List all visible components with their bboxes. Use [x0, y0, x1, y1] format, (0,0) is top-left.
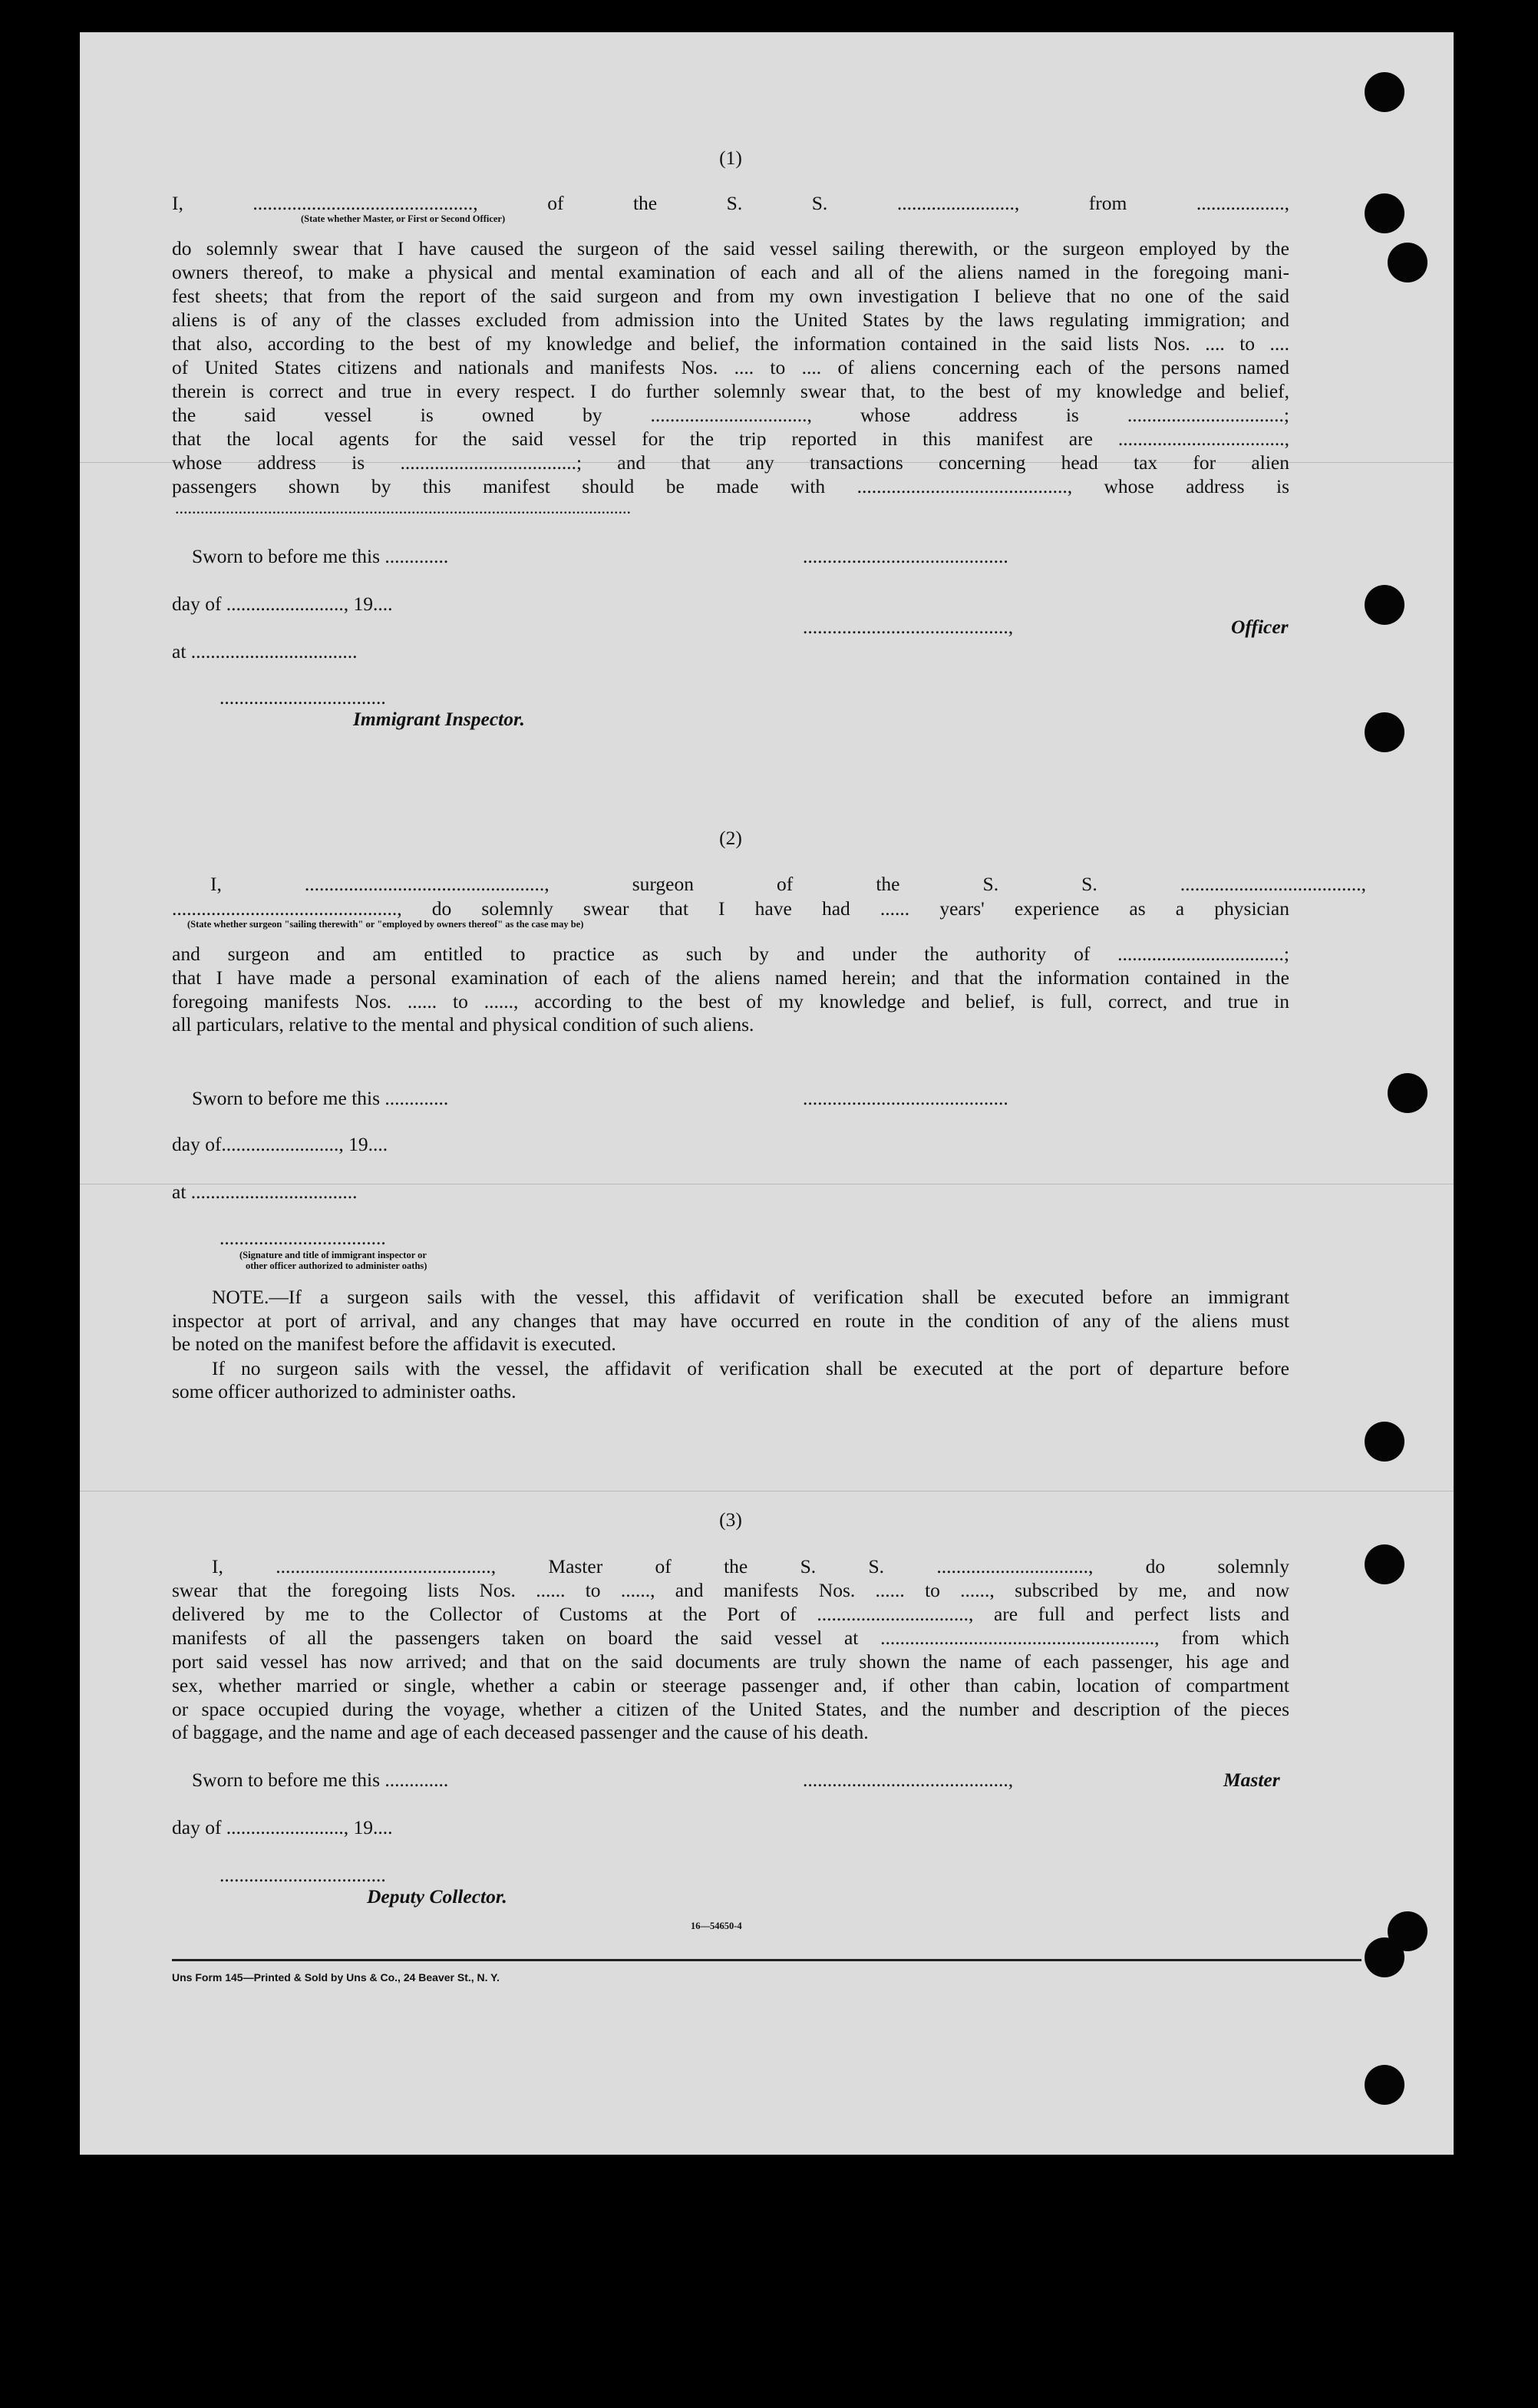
section-3-line: I, ............................................, Master of the S. S. ..............................., do solemnly — [212, 1555, 1289, 1577]
section-2-line-1: I, ................................................., surgeon of the S. S. ....................................., — [210, 873, 1366, 895]
punch-hole — [1365, 1422, 1404, 1462]
section-1-line: aliens is of any of the classes excluded from admission into the United States by the laws regulating immigration; and — [172, 309, 1289, 331]
section-1-line: that also, according to the best of my knowledge and belief, the information contained in the said lists Nos. .... to .... — [172, 332, 1289, 355]
section-1-line: do solemnly swear that I have caused the surgeon of the said vessel sailing therewith, or the surgeon employed by the — [172, 237, 1289, 259]
punch-hole — [1365, 712, 1404, 752]
section-3-line: port said vessel has now arrived; and that on the said documents are truly shown the name of each passenger, his age and — [172, 1650, 1289, 1673]
footer-printer-line: Uns Form 145—Printed & Sold by Uns & Co., 24 Beaver St., N. Y. — [172, 1971, 500, 1984]
section-2-sig-note: (Signature and title of immigrant inspector or — [239, 1250, 427, 1260]
punch-hole — [1365, 1544, 1404, 1584]
manifest-affidavit-page — [80, 32, 1454, 2155]
section-1-signature-dots: .......................................... — [803, 545, 1008, 567]
section-1-line: whose address is ....................................; and that any transactions concerning head tax for alien — [172, 451, 1289, 474]
section-1-number: (1) — [719, 147, 742, 169]
section-1-line: owners thereof, to make a physical and mental examination of each and all of the aliens named in the foregoing mani- — [172, 261, 1289, 283]
punch-hole — [1365, 1937, 1404, 1977]
section-1-last-line: ............................................................................................................ — [175, 498, 631, 517]
section-1-at: at .................................. — [172, 640, 358, 662]
section-3-day: day of ........................, 19.... — [172, 1816, 393, 1838]
section-3-sig-dots: .................................. — [219, 1864, 386, 1886]
footer-rule — [172, 1959, 1361, 1961]
section-1-line: therein is correct and true in every respect. I do further solemnly swear that, to the best of my knowledge and belief, — [172, 380, 1289, 402]
section-2-line-2: .............................................., do solemnly swear that I have had ...... years' experience as a physician — [172, 897, 1289, 920]
section-1-line: fest sheets; that from the report of the said surgeon and from my own investigation I believe that no one of the said — [172, 285, 1289, 307]
section-2-line: that I have made a personal examination of each of the aliens named herein; and that the information contained in the — [172, 966, 1289, 989]
section-2-number: (2) — [719, 827, 742, 849]
section-3-collector-title: Deputy Collector. — [367, 1885, 507, 1908]
section-1-line: the said vessel is owned by ................................, whose address is ................................; — [172, 404, 1289, 426]
section-1-line: that the local agents for the said vessel for the trip reported in this manifest are .................................., — [172, 428, 1289, 450]
section-3-last-line: of baggage, and the name and age of each deceased passenger and the cause of his death. — [172, 1721, 869, 1743]
section-2-day: day of........................, 19.... — [172, 1133, 388, 1155]
section-1-officer-title: Officer — [1231, 616, 1289, 638]
section-2-at: at .................................. — [172, 1181, 358, 1203]
section-1-oath-line: I, ............................................., of the S. S. ........................, from .................., — [172, 192, 1289, 214]
section-2-note-line: inspector at port of arrival, and any changes that may have occurred en route in the condition of any of the aliens must — [172, 1310, 1289, 1332]
section-3-line: sex, whether married or single, whether a cabin or steerage passenger and, if other than cabin, location of compartment — [172, 1674, 1289, 1696]
section-3-line: or space occupied during the voyage, whether a citizen of the United States, and the number and description of the pieces — [172, 1698, 1289, 1720]
section-1-day: day of ........................, 19.... — [172, 593, 393, 615]
section-3-master-line: .........................................., — [803, 1769, 1014, 1791]
section-2-signature-dots: .......................................... — [803, 1087, 1008, 1109]
punch-hole — [1365, 585, 1404, 625]
section-2-note-para-2-last: some officer authorized to administer oaths. — [172, 1380, 517, 1402]
section-1-sworn: Sworn to before me this ............. — [192, 545, 449, 567]
section-2-sig-note: other officer authorized to administer oaths) — [246, 1260, 427, 1271]
section-1-note: (State whether Master, or First or Second Officer) — [301, 213, 506, 224]
punch-hole — [1365, 193, 1404, 233]
section-1-line: of United States citizens and nationals and manifests Nos. .... to .... of aliens concerning each of the persons named — [172, 356, 1289, 378]
punch-hole — [1388, 243, 1427, 282]
section-3-line: swear that the foregoing lists Nos. ...... to ......, and manifests Nos. ...... to ......, subscribed by me, and now — [172, 1579, 1289, 1601]
section-2-note-last: be noted on the manifest before the affidavit is executed. — [172, 1333, 616, 1355]
punch-hole — [1365, 2065, 1404, 2105]
section-2-note-line: NOTE.—If a surgeon sails with the vessel, this affidavit of verification shall be executed before an immigrant — [212, 1286, 1289, 1308]
section-3-sworn: Sworn to before me this ............. — [192, 1769, 449, 1791]
section-2-last-line: all particulars, relative to the mental and physical condition of such aliens. — [172, 1013, 754, 1036]
section-2-sig-dots: .................................. — [219, 1227, 386, 1249]
section-2-note-para-2: If no surgeon sails with the vessel, the affidavit of verification shall be executed at the port of departure before — [212, 1357, 1289, 1379]
section-2-note: (State whether surgeon "sailing therewith" or "employed by owners thereof" as the case may be) — [187, 919, 584, 930]
punch-hole — [1388, 1073, 1427, 1113]
section-2-line: foregoing manifests Nos. ...... to ......, according to the best of my knowledge and belief, is full, correct, and true in — [172, 990, 1289, 1012]
section-1-line: passengers shown by this manifest should be made with ..........................................., whose address is — [172, 475, 1289, 497]
form-code: 16—54650-4 — [691, 1921, 742, 1931]
section-1-officer-line: .........................................., — [803, 616, 1014, 638]
section-3-line: manifests of all the passengers taken on board the said vessel at ........................................................, from which — [172, 1627, 1289, 1649]
section-2-sworn: Sworn to before me this ............. — [192, 1087, 449, 1109]
section-3-master-title: Master — [1223, 1769, 1280, 1791]
section-3-number: (3) — [719, 1508, 742, 1531]
section-2-line: and surgeon and am entitled to practice as such by and under the authority of ..................................; — [172, 943, 1289, 965]
punch-hole — [1365, 72, 1404, 112]
section-1-inspector-title: Immigrant Inspector. — [353, 708, 525, 730]
section-3-line: delivered by me to the Collector of Customs at the Port of ..............................., are full and perfect lists and — [172, 1603, 1289, 1625]
section-1-inspector-dots: .................................. — [219, 686, 386, 709]
